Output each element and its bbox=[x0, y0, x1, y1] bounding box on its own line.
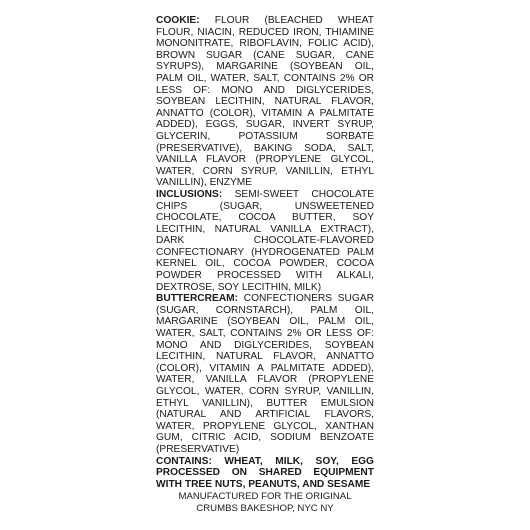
buttercream-ingredients bbox=[156, 293, 374, 455]
cookie-text: FLOUR (BLEACHED WHEAT FLOUR, NIACIN, REDUCED IRON, THIAMINE MONONITRATE, RIBOFLAVIN, FOLIC ACID), BROWN SUGAR (CANE SUGAR, CANE SYRUPS), MARGARINE (SOYBEAN OIL, PALM OIL, WATER, SALT, CONTAINS 2% OR LESS OF: MONO AND DIGLYCERIDES, SOYBEAN LECITHIN, NATURAL FLAVOR, ANNATTO (COLOR), VITAMIN A PALMITATE ADDED), EGGS, SUGAR, INVERT SYRUP, GLYCERIN, POTASSIUM SORBATE (PRESERVATIVE), BAKING SODA, SALT, VANILLA FLAVOR (PROPYLENE GLYCOL, WATER, CORN SYRUP, VANILLIN, ETHYL VANILLIN), ENZYME bbox=[156, 15, 374, 189]
ingredient-label bbox=[156, 15, 374, 490]
inclusions-heading: INCLUSIONS: bbox=[156, 188, 223, 200]
allergen-statement: CONTAINS: WHEAT, MILK, SOY, EGG PROCESSED ON SHARED EQUIPMENT WITH TREE NUTS, PEANUTS, AND SESAME bbox=[156, 455, 374, 490]
buttercream-heading: BUTTERCREAM: bbox=[156, 293, 239, 305]
cookie-ingredients bbox=[156, 15, 374, 189]
inclusions-text: SEMI-SWEET CHOCOLATE CHIPS (SUGAR, UNSWEETENED CHOCOLATE, COCOA BUTTER, SOY LECITHIN, NATURAL VANILLA EXTRACT), DARK CHOCOLATE-FLAVORED CONFECTIONARY (HYDROGENATED PALM KERNEL OIL, COCOA POWDER, COCOA POWDER PROCESSED WITH ALKALI, DEXTROSE, SOY LECITHIN, MILK) bbox=[156, 188, 374, 293]
manufacturer-footer bbox=[150, 491, 380, 515]
inclusions-ingredients bbox=[156, 189, 374, 293]
footer-line-2: CRUMBS BAKESHOP, NYC NY bbox=[196, 502, 334, 514]
buttercream-text: CONFECTIONERS SUGAR (SUGAR, CORNSTARCH), PALM OIL, MARGARINE (SOYBEAN OIL, PALM OIL, WATER, SALT, CONTAINS 2% OR LESS OF: MONO AND DIGLYCERIDES, SOYBEAN LECITHIN, NATURAL FLAVOR, ANNATTO (COLOR), VITAMIN A PALMITATE ADDED), WATER, VANILLA FLAVOR (PROPYLENE GLYCOL, WATER, CORN SYRUP, VANILLIN, ETHYL VANILLIN), BUTTER EMULSION (NATURAL AND ARTIFICIAL FLAVORS, WATER, PROPYLENE GLYCOL, XANTHAN GUM, CITRIC ACID, SODIUM BENZOATE (PRESERVATIVE) bbox=[156, 293, 374, 455]
cookie-heading: COOKIE: bbox=[156, 15, 200, 26]
footer-line-1: MANUFACTURED FOR THE ORIGINAL bbox=[178, 491, 352, 502]
